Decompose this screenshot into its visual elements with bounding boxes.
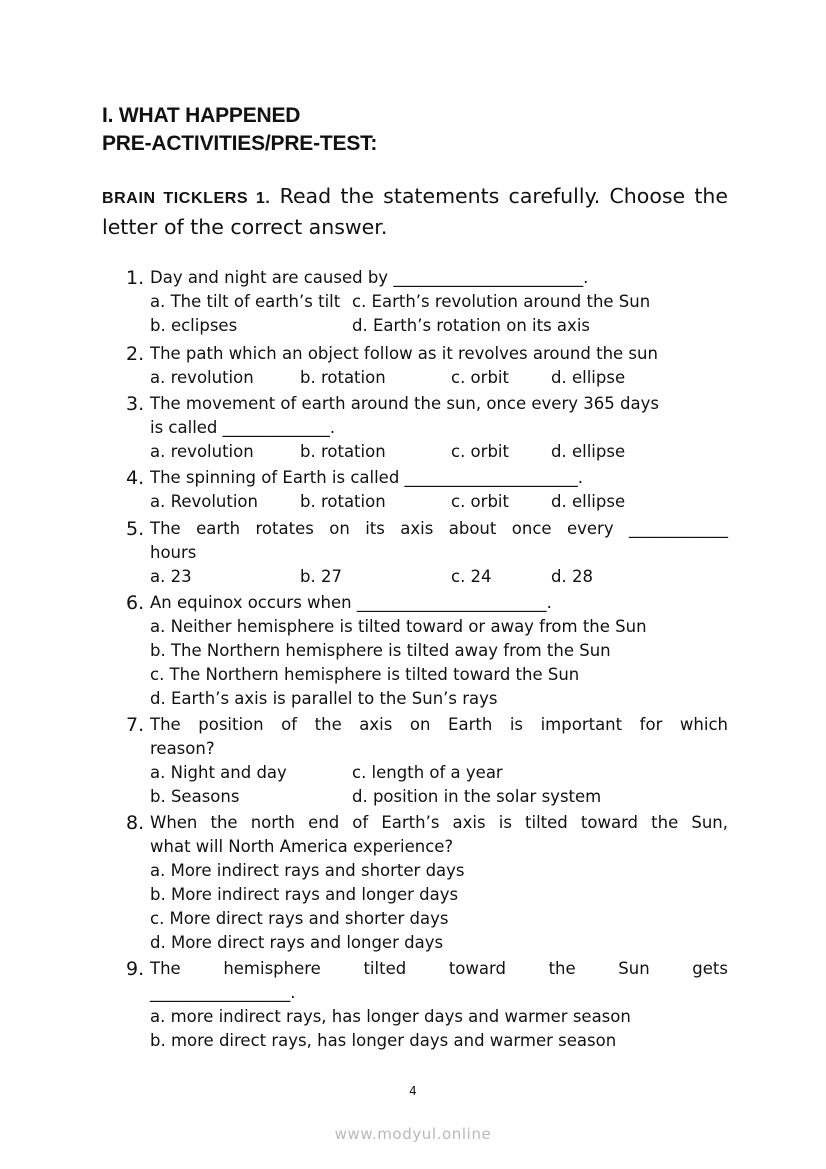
instructions-text: Read the statements carefully. Choose the letter of the correct answer. [102,184,728,239]
option-row [0,366,826,390]
option-row [0,1005,826,1029]
question-text: is called _____________. [150,418,336,437]
option-row [0,785,826,809]
answer-option: d. 28 [551,567,593,586]
option-row [0,687,826,711]
option-row [0,314,826,338]
instructions-tag: BRAIN TICKLERS 1. [102,190,271,207]
question-text: Day and night are caused by _______________________. [150,268,589,287]
answer-option: c. More direct rays and shorter days [150,909,449,928]
question-text: The hemisphere tilted toward the Sun gets [150,959,728,978]
option-row [0,761,826,785]
option-row [0,290,826,314]
option-row [0,615,826,639]
question-text: When the north end of Earth’s axis is tilted toward the Sun, [150,813,728,832]
question-text: hours [150,543,197,562]
question-number: 8. [126,812,145,834]
option-row [0,440,826,464]
answer-option: a. revolution [150,442,254,461]
option-row [0,490,826,514]
instructions [102,182,728,241]
answer-option: b. eclipses [150,316,238,335]
question-text: _________________. [150,983,296,1002]
answer-option: d. ellipse [551,492,626,511]
answer-option: c. orbit [451,492,509,511]
question-text: The path which an object follow as it revolves around the sun [150,344,658,363]
question-number: 5. [126,518,145,540]
option-row [0,883,826,907]
option-row [0,1029,826,1053]
option-row [0,907,826,931]
answer-option: a. 23 [150,567,192,586]
answer-option: a. Neither hemisphere is tilted toward or away from the Sun [150,617,647,636]
answer-option: b. 27 [300,567,342,586]
answer-option: b. More indirect rays and longer days [150,885,459,904]
answer-option: b. The Northern hemisphere is tilted away from the Sun [150,641,611,660]
answer-option: b. rotation [300,492,386,511]
answer-option: d. ellipse [551,368,626,387]
answer-option: a. revolution [150,368,254,387]
page-number: 4 [409,1084,417,1098]
question-number: 1. [126,267,145,289]
answer-option: c. orbit [451,368,509,387]
answer-option: c. length of a year [352,763,503,782]
question-text: what will North America experience? [150,837,454,856]
question-text: The position of the axis on Earth is important for which [150,715,728,734]
answer-option: b. rotation [300,368,386,387]
answer-option: a. Revolution [150,492,258,511]
answer-option: b. rotation [300,442,386,461]
answer-option: c. The Northern hemisphere is tilted toward the Sun [150,665,580,684]
question-text: reason? [150,739,215,758]
answer-option: d. More direct rays and longer days [150,933,444,952]
question-number: 2. [126,343,145,365]
question-number: 6. [126,592,145,614]
option-row [0,639,826,663]
option-row [0,931,826,955]
watermark: www.modyul.online [334,1125,492,1143]
answer-option: c. 24 [451,567,492,586]
question-number: 4. [126,467,145,489]
question-number: 9. [126,958,145,980]
option-row [0,859,826,883]
section-subheading: PRE-ACTIVITIES/PRE-TEST: [102,132,378,155]
answer-option: b. Seasons [150,787,240,806]
answer-option: c. orbit [451,442,509,461]
question-text: The earth rotates on its axis about once every ____________ [150,519,728,538]
question-text: The spinning of Earth is called _____________________. [150,468,584,487]
question-number: 3. [126,393,145,415]
answer-option: b. more direct rays, has longer days and warmer season [150,1031,617,1050]
answer-option: d. ellipse [551,442,626,461]
question-number: 7. [126,714,145,736]
question-text: The movement of earth around the sun, once every 365 days [150,394,659,413]
answer-option: d. Earth’s rotation on its axis [352,316,590,335]
answer-option: c. Earth’s revolution around the Sun [352,292,651,311]
section-heading: I. WHAT HAPPENED [102,104,301,127]
answer-option: a. Night and day [150,763,287,782]
answer-option: a. More indirect rays and shorter days [150,861,465,880]
answer-option: d. Earth’s axis is parallel to the Sun’s rays [150,689,498,708]
option-row [0,565,826,589]
option-row [0,663,826,687]
answer-option: a. The tilt of earth’s tilt [150,292,341,311]
question-text: An equinox occurs when _______________________. [150,593,552,612]
answer-option: d. position in the solar system [352,787,602,806]
answer-option: a. more indirect rays, has longer days and warmer season [150,1007,631,1026]
